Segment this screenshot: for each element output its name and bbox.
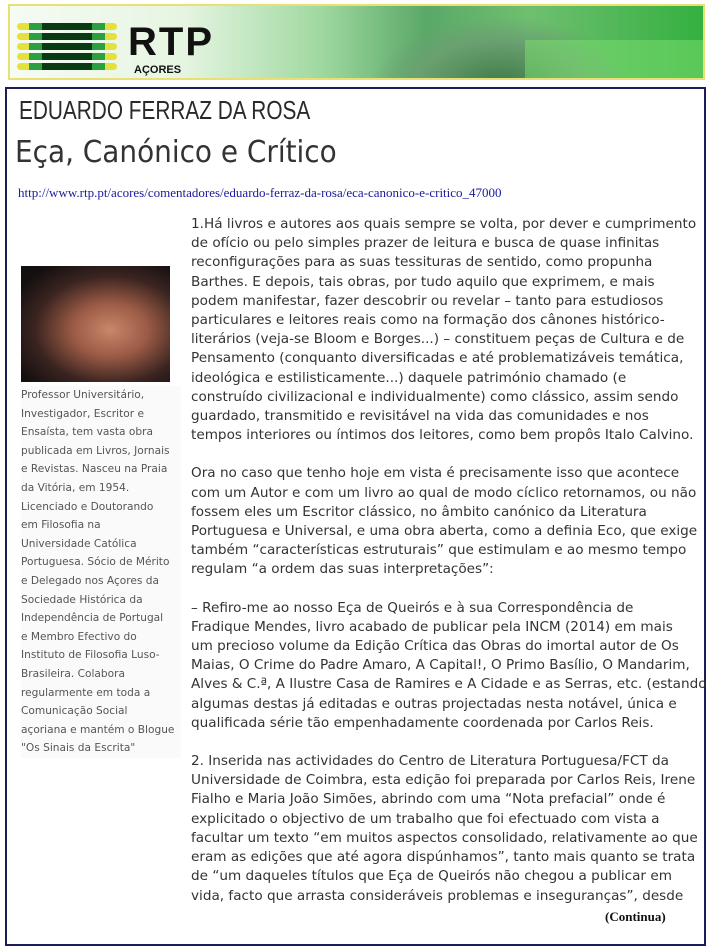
text-line: Ora no caso que tenho hoje em vista é precisamente isso que acontece — [191, 465, 680, 482]
text-line: Alves & C.ª, A Ilustre Casa de Ramires e A Cidade e as Serras, etc. (estando — [191, 676, 707, 693]
bio-line: publicada em Livros, Jornais — [21, 444, 170, 457]
bio-line: da Vitória, em 1954. — [21, 481, 130, 494]
article-body — [191, 215, 707, 925]
text-line: regulam “a ordem das suas interpretações”: — [191, 561, 494, 578]
text-line: Maias, O Crime do Padre Amaro, A Capital!, O Primo Basílio, O Mandarim, — [191, 657, 690, 674]
bio-line: regularmente em toda a — [21, 686, 151, 699]
text-line: Pensamento (conquanto diversificadas e até problematizáveis temática, — [191, 350, 684, 367]
text-line: facultar um texto “em muitos aspectos consolidado, relativamente ao que — [191, 829, 698, 846]
text-line: com um Autor e com um livro ao qual de modo cíclico retornamos, ou não — [191, 484, 697, 501]
paragraph — [191, 752, 701, 906]
bio-line: Licenciado e Doutorando — [21, 500, 154, 513]
text-line: de ofício ou pelo simples prazer de leitura e busca de quase infinitas — [191, 235, 660, 252]
bio-line: e Membro Efectivo do — [21, 630, 137, 643]
banner-highlight — [525, 40, 705, 80]
text-line: eram as edições que até agora dispúnhamos”, tanto mais quanto se trata — [191, 849, 696, 866]
paragraph — [191, 464, 701, 579]
bio-line: Sociedade Histórica da — [21, 593, 143, 606]
text-line: qualificada série tão empenhadamente coordenada por Carlos Reis. — [191, 714, 654, 731]
text-line: 1.Há livros e autores aos quais sempre se volta, por dever e cumprimento — [191, 216, 697, 232]
bio-line: Professor Universitário, — [21, 389, 145, 401]
bio-line: açoriana e mantém o Blogue — [21, 723, 175, 736]
text-line: também “características estruturais” que estimulam e ao mesmo tempo — [191, 542, 687, 559]
article-container — [5, 87, 706, 946]
bio-line: Independência de Portugal — [21, 612, 164, 625]
text-line: construído civilizacional e individualmente) como clássico, assim sendo — [191, 388, 679, 405]
paragraph — [191, 215, 701, 445]
text-line: vida, facto que arrasta consideráveis problemas e inseguranças”, desde — [191, 887, 684, 904]
text-line: Portuguesa e Universal, e uma obra aberta, como a definia Eco, que exige — [191, 523, 698, 540]
text-line: literários (veja-se Bloom e Borges...) – constituem peças de Cultura e de — [191, 331, 685, 348]
bio-line: Brasileira. Colabora — [21, 667, 125, 680]
bio-line: Comunicação Social — [21, 705, 128, 718]
text-line: algumas destas já editadas e outras projectadas nesta notável, única e — [191, 695, 677, 712]
bio-line: e Delegado nos Açores da — [21, 574, 160, 587]
bio-line: Ensaísta, tem vasta obra — [21, 426, 153, 439]
text-line: Fialho e Maria João Simões, abrindo com uma “Nota prefacial” onde é — [191, 791, 666, 808]
text-line: tempos interiores ou íntimos dos leitores, como bem propôs Italo Calvino. — [191, 427, 694, 444]
rtp-acores-banner — [8, 4, 705, 80]
continue-label: (Continua) — [605, 909, 666, 924]
bio-line: Universidade Católica — [21, 537, 137, 550]
text-line: Universidade de Coimbra, esta edição foi preparada por Carlos Reis, Irene — [191, 772, 696, 789]
author-photo — [21, 266, 170, 382]
bio-line: Instituto de Filosofia Luso- — [21, 649, 160, 662]
text-line: Barthes. E depois, tais obras, por tudo aquilo que exprimem, e mais — [191, 273, 655, 290]
bio-line: "Os Sinais da Escrita" — [21, 742, 136, 755]
text-line: guardado, transmitido e revisitável na vida das comunidades e nos — [191, 408, 649, 425]
text-line: de “um daqueles títulos que Eça de Queirós não chegou a publicar em — [191, 868, 672, 885]
text-line: fossem eles um Escritor clássico, no âmbito canónico da Literatura — [191, 503, 647, 520]
article-url-link[interactable]: http://www.rtp.pt/acores/comentadores/eduardo-ferraz-da-rosa/eca-canonico-e-critico_47000 — [18, 185, 502, 200]
paragraph — [191, 599, 707, 733]
text-line: explicitado o objectivo de um trabalho que foi efectuado com vista a — [191, 810, 660, 827]
author-bio — [21, 386, 181, 758]
bio-line: Portuguesa. Sócio de Mérito — [21, 556, 170, 569]
text-line: podem manifestar, fazer descobrir ou revelar – tanto para estudiosos — [191, 292, 664, 309]
logo-subtext: AÇORES — [134, 64, 182, 76]
bio-line: e Revistas. Nasceu na Praia — [21, 463, 168, 476]
logo-text: RTP — [128, 20, 214, 64]
rtp-logo-stripes-icon — [17, 23, 117, 73]
text-line: – Refiro-me ao nosso Eça de Queirós e à sua Correspondência de — [191, 599, 634, 616]
text-line: reconfigurações para as suas tessituras de sentido, como propunha — [191, 254, 653, 271]
article-title: Eça, Canónico e Crítico — [15, 135, 337, 170]
text-line: 2. Inserida nas actividades do Centro de Literatura Portuguesa/FCT da — [191, 753, 669, 770]
text-line: Fradique Mendes, livro acabado de publicar pela INCM (2014) em mais — [191, 618, 673, 635]
text-line: particulares e leitores reais como na formação dos cânones histórico- — [191, 312, 665, 329]
text-line: um precioso volume da Edição Crítica das Obras do imortal autor de Os — [191, 638, 679, 655]
bio-line: Investigador, Escritor e — [21, 407, 144, 420]
author-name: EDUARDO FERRAZ DA ROSA — [19, 95, 311, 125]
bio-line: em Filosofia na — [21, 519, 101, 532]
text-line: ideológica e estilisticamente...) daquele património chamado (e — [191, 369, 627, 386]
